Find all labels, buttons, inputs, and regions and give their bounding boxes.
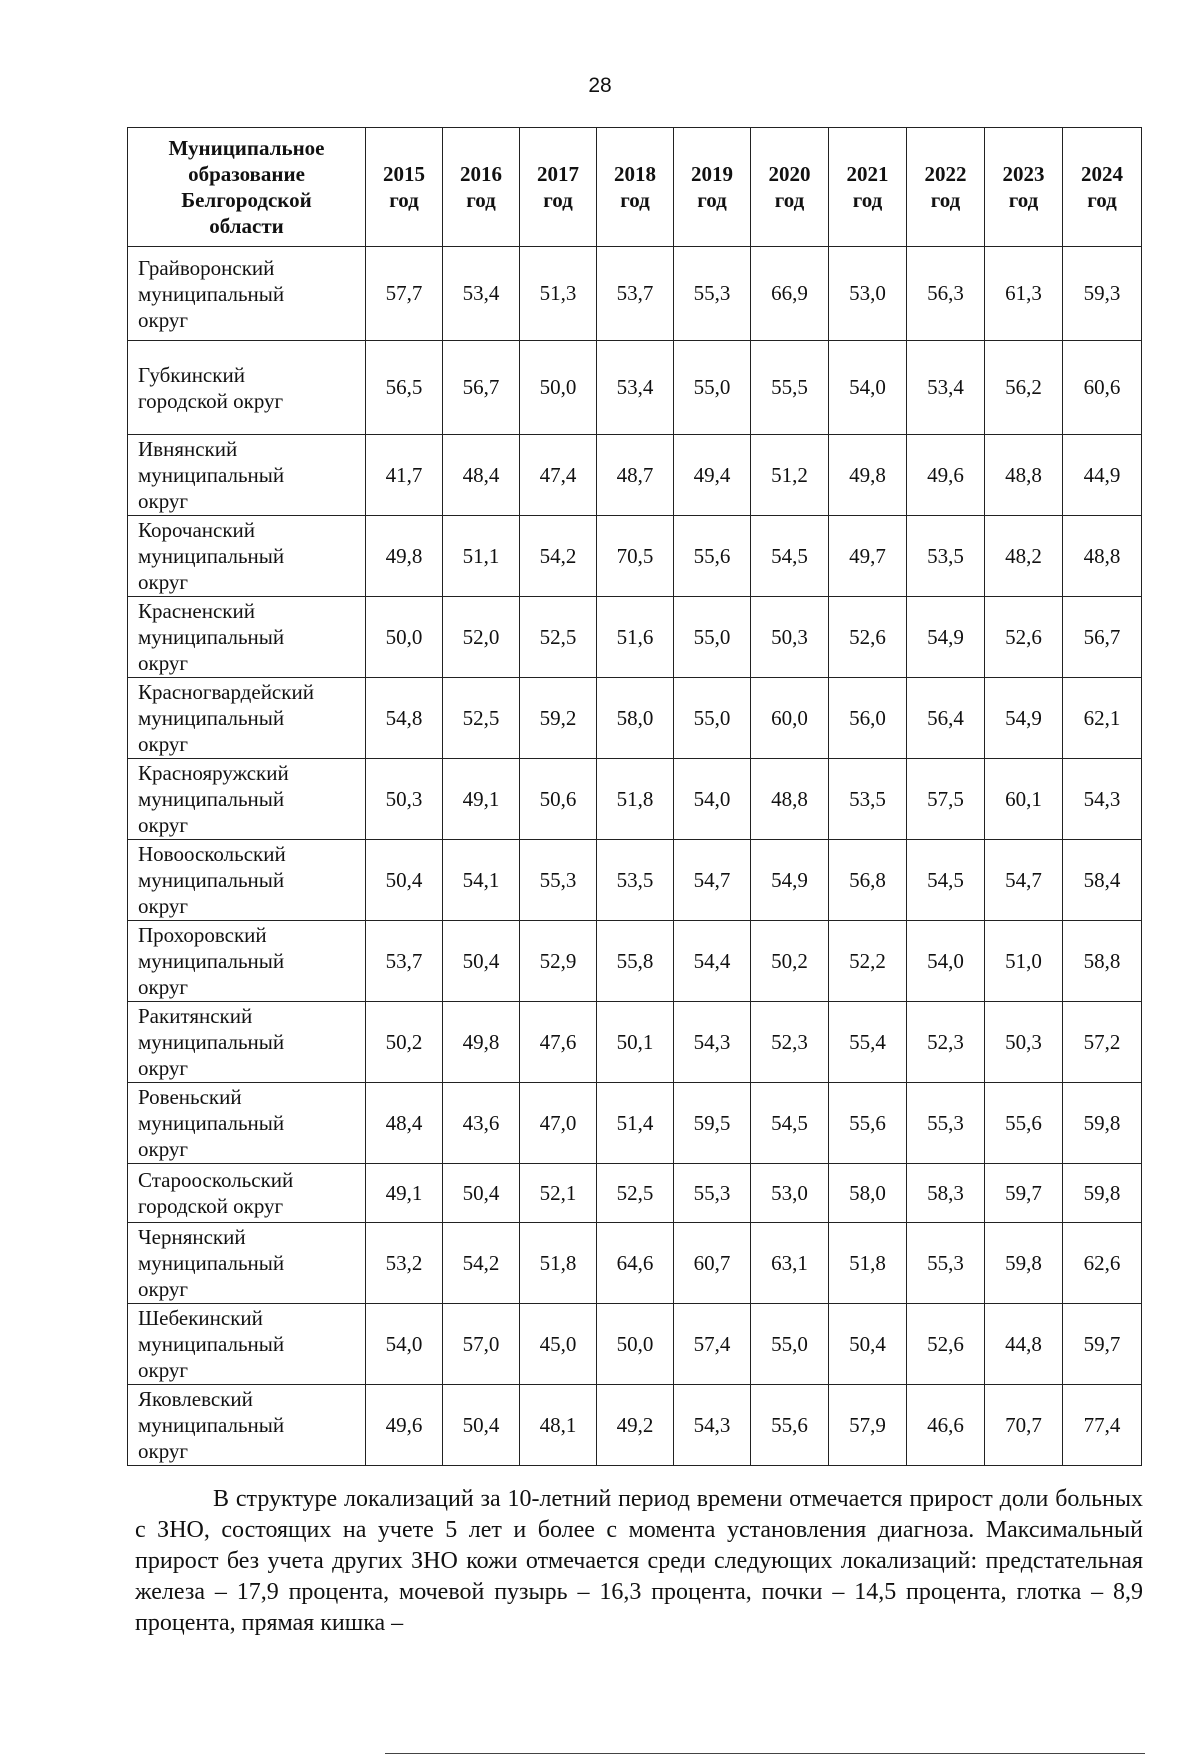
value-cell: 62,6 [1063,1223,1142,1304]
value-cell: 55,4 [829,1002,907,1083]
municipality-name: Красненский муниципальный округ [128,597,366,678]
value-cell: 55,6 [751,1385,829,1466]
value-cell: 50,3 [985,1002,1063,1083]
header-year [1063,128,1142,247]
value-cell: 52,6 [985,597,1063,678]
value-cell: 57,4 [674,1304,751,1385]
value-cell: 57,7 [366,247,443,341]
value-cell: 60,7 [674,1223,751,1304]
header-year-number: 2022 [924,162,967,186]
value-cell: 47,4 [520,435,597,516]
value-cell: 56,5 [366,341,443,435]
header-year-unit: год [930,188,961,212]
value-cell: 48,4 [366,1083,443,1164]
table-row [128,840,1142,921]
header-year-number: 2020 [768,162,811,186]
municipality-name: Губкинский городской округ [128,341,366,435]
municipality-name: Красногвардейский муниципальный округ [128,678,366,759]
value-cell: 49,8 [443,1002,520,1083]
value-cell: 50,3 [751,597,829,678]
table-row [128,1164,1142,1223]
value-cell: 49,2 [597,1385,674,1466]
header-year [674,128,751,247]
header-year [751,128,829,247]
value-cell: 59,3 [1063,247,1142,341]
value-cell: 55,3 [520,840,597,921]
value-cell: 52,0 [443,597,520,678]
value-cell: 59,5 [674,1083,751,1164]
value-cell: 55,3 [674,247,751,341]
value-cell: 48,8 [751,759,829,840]
value-cell: 54,7 [985,840,1063,921]
value-cell: 55,3 [674,1164,751,1223]
value-cell: 48,4 [443,435,520,516]
value-cell: 50,0 [597,1304,674,1385]
value-cell: 48,1 [520,1385,597,1466]
header-year-number: 2023 [1002,162,1045,186]
value-cell: 54,3 [1063,759,1142,840]
value-cell: 51,8 [597,759,674,840]
header-municipality [128,128,366,247]
value-cell: 56,3 [907,247,985,341]
value-cell: 70,7 [985,1385,1063,1466]
header-year-number: 2017 [537,162,579,186]
value-cell: 59,7 [1063,1304,1142,1385]
value-cell: 59,8 [985,1223,1063,1304]
value-cell: 52,3 [751,1002,829,1083]
municipality-name: Шебекинский муниципальный округ [128,1304,366,1385]
value-cell: 55,0 [674,341,751,435]
value-cell: 52,1 [520,1164,597,1223]
table-row [128,1223,1142,1304]
value-cell: 55,6 [985,1083,1063,1164]
header-year [597,128,674,247]
value-cell: 55,0 [674,597,751,678]
value-cell: 77,4 [1063,1385,1142,1466]
value-cell: 55,8 [597,921,674,1002]
table-row [128,341,1142,435]
value-cell: 54,0 [829,341,907,435]
municipality-name: Ровеньский муниципальный округ [128,1083,366,1164]
municipality-name: Яковлевский муниципальный округ [128,1385,366,1466]
value-cell: 53,5 [597,840,674,921]
value-cell: 54,0 [366,1304,443,1385]
value-cell: 50,4 [366,840,443,921]
value-cell: 51,1 [443,516,520,597]
value-cell: 53,4 [907,341,985,435]
value-cell: 50,4 [829,1304,907,1385]
value-cell: 51,4 [597,1083,674,1164]
value-cell: 52,5 [443,678,520,759]
municipality-name: Прохоровский муниципальный округ [128,921,366,1002]
body-paragraph: В структуре локализаций за 10-летний период времени отмечается прирост доли больных с ЗНО, состоящих на учете 5 лет и более с момента установления диагноза. Максимальный прирост без учета других ЗНО кожи отмечается среди следующих локализаций: предстательная железа – 17,9 процента, мочевой пузырь – 16,3 процента, почки – 14,5 процента, глотка – 8,9 процента, прямая кишка – [135,1486,1143,1636]
value-cell: 55,0 [674,678,751,759]
value-cell: 61,3 [985,247,1063,341]
municipality-name: Корочанский муниципальный округ [128,516,366,597]
value-cell: 50,6 [520,759,597,840]
value-cell: 54,9 [751,840,829,921]
value-cell: 60,6 [1063,341,1142,435]
value-cell: 50,2 [751,921,829,1002]
value-cell: 52,5 [520,597,597,678]
table-body [128,247,1142,1466]
footer-rule [385,1753,1145,1754]
value-cell: 55,6 [674,516,751,597]
value-cell: 50,0 [520,341,597,435]
value-cell: 54,4 [674,921,751,1002]
value-cell: 59,7 [985,1164,1063,1223]
value-cell: 49,7 [829,516,907,597]
value-cell: 54,9 [985,678,1063,759]
header-year-unit: год [1008,188,1039,212]
header-year-unit: год [389,188,419,212]
municipality-name: Ивнянский муниципальный округ [128,435,366,516]
value-cell: 59,8 [1063,1164,1142,1223]
value-cell: 54,9 [907,597,985,678]
value-cell: 51,0 [985,921,1063,1002]
value-cell: 54,2 [443,1223,520,1304]
header-year [366,128,443,247]
table-row [128,1304,1142,1385]
value-cell: 60,1 [985,759,1063,840]
header-year-unit: год [697,188,727,212]
value-cell: 59,2 [520,678,597,759]
value-cell: 54,7 [674,840,751,921]
value-cell: 59,8 [1063,1083,1142,1164]
table-row [128,247,1142,341]
value-cell: 49,4 [674,435,751,516]
value-cell: 52,5 [597,1164,674,1223]
header-year [520,128,597,247]
value-cell: 49,6 [907,435,985,516]
value-cell: 53,5 [829,759,907,840]
value-cell: 54,3 [674,1385,751,1466]
table-row [128,1083,1142,1164]
header-year [829,128,907,247]
header-year-number: 2018 [614,162,656,186]
value-cell: 50,4 [443,921,520,1002]
value-cell: 49,1 [443,759,520,840]
value-cell: 55,5 [751,341,829,435]
table-row [128,597,1142,678]
value-cell: 43,6 [443,1083,520,1164]
value-cell: 45,0 [520,1304,597,1385]
value-cell: 50,2 [366,1002,443,1083]
municipality-name: Чернянский муниципальный округ [128,1223,366,1304]
value-cell: 54,0 [907,921,985,1002]
value-cell: 54,0 [674,759,751,840]
value-cell: 49,1 [366,1164,443,1223]
value-cell: 53,7 [597,247,674,341]
value-cell: 44,9 [1063,435,1142,516]
header-year-number: 2015 [383,162,425,186]
value-cell: 58,8 [1063,921,1142,1002]
header-year-number: 2024 [1081,162,1123,186]
municipality-name: Краснояружский муниципальный округ [128,759,366,840]
value-cell: 50,3 [366,759,443,840]
value-cell: 53,0 [829,247,907,341]
value-cell: 41,7 [366,435,443,516]
value-cell: 66,9 [751,247,829,341]
table-row [128,921,1142,1002]
value-cell: 51,8 [520,1223,597,1304]
value-cell: 50,4 [443,1164,520,1223]
header-year-unit: год [466,188,496,212]
header-municipality-label: Муниципальное образование Белгородской области [168,136,325,238]
header-year-unit: год [620,188,650,212]
value-cell: 51,6 [597,597,674,678]
value-cell: 50,4 [443,1385,520,1466]
table-row [128,435,1142,516]
value-cell: 55,3 [907,1083,985,1164]
value-cell: 52,2 [829,921,907,1002]
value-cell: 60,0 [751,678,829,759]
header-year-unit: год [852,188,883,212]
municipality-name: Ракитянский муниципальный округ [128,1002,366,1083]
value-cell: 58,4 [1063,840,1142,921]
value-cell: 55,3 [907,1223,985,1304]
value-cell: 50,0 [366,597,443,678]
header-year-unit: год [774,188,805,212]
value-cell: 46,6 [907,1385,985,1466]
value-cell: 63,1 [751,1223,829,1304]
value-cell: 58,3 [907,1164,985,1223]
value-cell: 56,7 [1063,597,1142,678]
value-cell: 54,8 [366,678,443,759]
value-cell: 49,8 [829,435,907,516]
value-cell: 48,2 [985,516,1063,597]
value-cell: 57,9 [829,1385,907,1466]
value-cell: 47,0 [520,1083,597,1164]
value-cell: 56,4 [907,678,985,759]
value-cell: 53,7 [366,921,443,1002]
value-cell: 52,9 [520,921,597,1002]
header-year [443,128,520,247]
table-row [128,1002,1142,1083]
value-cell: 53,2 [366,1223,443,1304]
value-cell: 55,6 [829,1083,907,1164]
municipality-name: Старооскольский городской округ [128,1164,366,1223]
value-cell: 57,0 [443,1304,520,1385]
value-cell: 52,6 [829,597,907,678]
value-cell: 56,2 [985,341,1063,435]
value-cell: 58,0 [597,678,674,759]
value-cell: 70,5 [597,516,674,597]
header-year-number: 2019 [691,162,733,186]
value-cell: 54,5 [751,516,829,597]
value-cell: 48,8 [1063,516,1142,597]
value-cell: 53,4 [443,247,520,341]
value-cell: 58,0 [829,1164,907,1223]
value-cell: 62,1 [1063,678,1142,759]
value-cell: 57,5 [907,759,985,840]
table-row [128,759,1142,840]
value-cell: 53,0 [751,1164,829,1223]
header-year [907,128,985,247]
value-cell: 57,2 [1063,1002,1142,1083]
value-cell: 56,7 [443,341,520,435]
value-cell: 52,6 [907,1304,985,1385]
value-cell: 49,8 [366,516,443,597]
header-year [985,128,1063,247]
header-year-unit: год [1087,188,1117,212]
value-cell: 54,2 [520,516,597,597]
value-cell: 50,1 [597,1002,674,1083]
header-year-number: 2021 [846,162,889,186]
municipality-name: Грайворонский муниципальный округ [128,247,366,341]
value-cell: 48,8 [985,435,1063,516]
value-cell: 49,6 [366,1385,443,1466]
value-cell: 48,7 [597,435,674,516]
table-row [128,516,1142,597]
value-cell: 51,8 [829,1223,907,1304]
value-cell: 56,8 [829,840,907,921]
value-cell: 51,3 [520,247,597,341]
value-cell: 53,4 [597,341,674,435]
value-cell: 54,1 [443,840,520,921]
value-cell: 56,0 [829,678,907,759]
table-header-row [128,128,1142,247]
value-cell: 55,0 [751,1304,829,1385]
header-year-number: 2016 [460,162,502,186]
page-number: 28 [588,74,612,97]
value-cell: 52,3 [907,1002,985,1083]
value-cell: 54,3 [674,1002,751,1083]
municipality-name: Новооскольский муниципальный округ [128,840,366,921]
data-table [127,127,1142,1466]
header-year-unit: год [543,188,573,212]
value-cell: 54,5 [751,1083,829,1164]
value-cell: 51,2 [751,435,829,516]
value-cell: 47,6 [520,1002,597,1083]
table-row [128,1385,1142,1466]
value-cell: 54,5 [907,840,985,921]
value-cell: 44,8 [985,1304,1063,1385]
value-cell: 53,5 [907,516,985,597]
value-cell: 64,6 [597,1223,674,1304]
table-row [128,678,1142,759]
